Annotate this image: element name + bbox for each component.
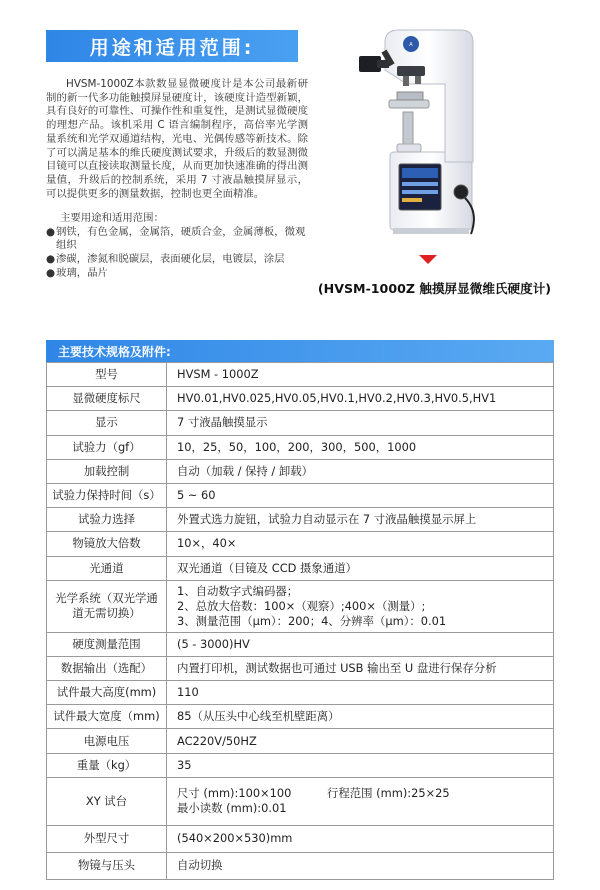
spec-value: 内置打印机，测试数据也可通过 USB 输出至 U 盘进行保存分析 [167,656,554,680]
spec-value-line: 1、自动数字式编码器； [177,583,299,598]
table-row [47,632,554,656]
use-item-text: 渗碳，渗氮和脱碳层，表面硬化层，电镀层，涂层 [56,253,285,266]
spec-label: 显示 [47,411,167,435]
table-row [47,363,554,387]
table-row [47,556,554,580]
bullet-icon: ● [46,266,56,279]
spec-value-line: 2、总放大倍数：100×（观察）;400×（测量）; [177,598,426,613]
spec-label: 光学系统（双光学通道无需切换） [47,580,167,632]
spec-value: 5 ~ 60 [167,483,554,507]
table-row [47,852,554,879]
specs-header: 主要技术规格及附件: [46,340,554,362]
intro-text [46,78,308,201]
spec-label: 光通道 [47,556,167,580]
spec-value [167,580,554,632]
table-row [47,681,554,705]
spec-value: 双光通道（目镜及 CCD 摄象通道） [167,556,554,580]
spec-label: 加载控制 [47,459,167,483]
spec-label: 数据输出（选配） [47,656,167,680]
spec-label: 硬度测量范围 [47,632,167,656]
use-item [46,267,308,281]
spec-value: 自动（加载 / 保持 / 卸载） [167,459,554,483]
spec-label: 型号 [47,363,167,387]
spec-label: 显微硬度标尺 [47,387,167,411]
table-row [47,387,554,411]
table-row [47,459,554,483]
spec-label: XY 试台 [47,777,167,825]
spec-value: 85（从压头中心线至机壁距离） [167,705,554,729]
spec-value: AC220V/50HZ [167,729,554,753]
spec-value: 35 [167,753,554,777]
uses-list [46,212,308,281]
table-row [47,729,554,753]
specs-table [46,362,554,880]
table-row [47,483,554,507]
product-caption: (HVSM-1000Z 触摸屏显微维氏硬度计) [317,281,552,296]
xy-travel: 行程范围 (mm):25×25 [327,786,450,801]
spec-value: HV0.01,HV0.025,HV0.05,HV0.1,HV0.2,HV0.3,HV0.5,HV1 [167,387,554,411]
table-row [47,777,554,825]
spec-label: 物镜放大倍数 [47,532,167,556]
spec-value: HVSM - 1000Z [167,363,554,387]
spec-value: 7 寸液晶触摸显示 [167,411,554,435]
spec-value: 110 [167,681,554,705]
spec-value [167,777,554,825]
spec-value: (5 - 3000)HV [167,632,554,656]
use-item-text: 玻璃，晶片 [56,266,108,279]
table-row [47,753,554,777]
intro-paragraph: HVSM-1000Z本款数显显微硬度计是本公司最新研制的新一代多功能触摸屏显硬度计，该硬度计造型新颖，具有良好的可靠性、可操作性和重复性，是测试显微硬度的理想产品。该机采用 C 语言编制程序，高倍率光学测量系统和光学双通道结构，光电、光偶传感等新技术。除了可以满足基本的维氏硬度测试要求，升级后的数显测微目镜可以直接读取测量长度，从而更加快速准确的得出测量值，升级后的控制系统，采用 7 寸液晶触摸屏显示，可以提供更多的测量数据，控制也更全面精准。 [46,78,308,200]
svg-text:A: A [409,42,413,48]
table-row [47,580,554,632]
spec-label: 试验力（gf） [47,435,167,459]
table-row [47,825,554,852]
uses-title: 主要用途和适用范围： [60,212,164,224]
bullet-icon: ● [46,253,56,266]
table-row [47,705,554,729]
spec-value: (540×200×530)mm [167,825,554,852]
spec-value: 自动切换 [167,852,554,879]
table-row [47,532,554,556]
spec-label: 电源电压 [47,729,167,753]
hardness-tester-image [345,22,480,244]
spec-label: 物镜与压头 [47,852,167,879]
section-banner: 用途和适用范围: [46,30,298,62]
spec-value-line [177,786,543,801]
xy-min-reading: 最小读数 (mm):0.01 [177,801,287,816]
spec-value: 外置式选力旋钮，试验力自动显示在 7 寸液晶触摸显示屏上 [167,508,554,532]
spec-label: 重量（kg） [47,753,167,777]
spec-label: 外型尺寸 [47,825,167,852]
spec-label: 试件最大高度(mm) [47,681,167,705]
spec-value-line: 3、测量范围（μm）：200；4、分辨率（μm）：0.01 [177,613,447,628]
spec-value: 10×，40× [167,532,554,556]
spec-value: 10，25，50，100，200，300，500，1000 [167,435,554,459]
table-row [47,656,554,680]
xy-size: 尺寸 (mm):100×100 [177,786,292,801]
use-item [46,253,308,267]
bullet-icon: ● [46,225,56,238]
spec-label: 试验力选择 [47,508,167,532]
table-row [47,411,554,435]
use-item-text: 钢铁，有色金属，金属箔，硬质合金，金属薄板，微观组织 [56,225,306,252]
table-row [47,508,554,532]
down-arrow-icon [419,255,437,264]
table-row [47,435,554,459]
use-item [46,226,308,253]
spec-label: 试件最大宽度（mm) [47,705,167,729]
spec-label: 试验力保持时间（s） [47,483,167,507]
